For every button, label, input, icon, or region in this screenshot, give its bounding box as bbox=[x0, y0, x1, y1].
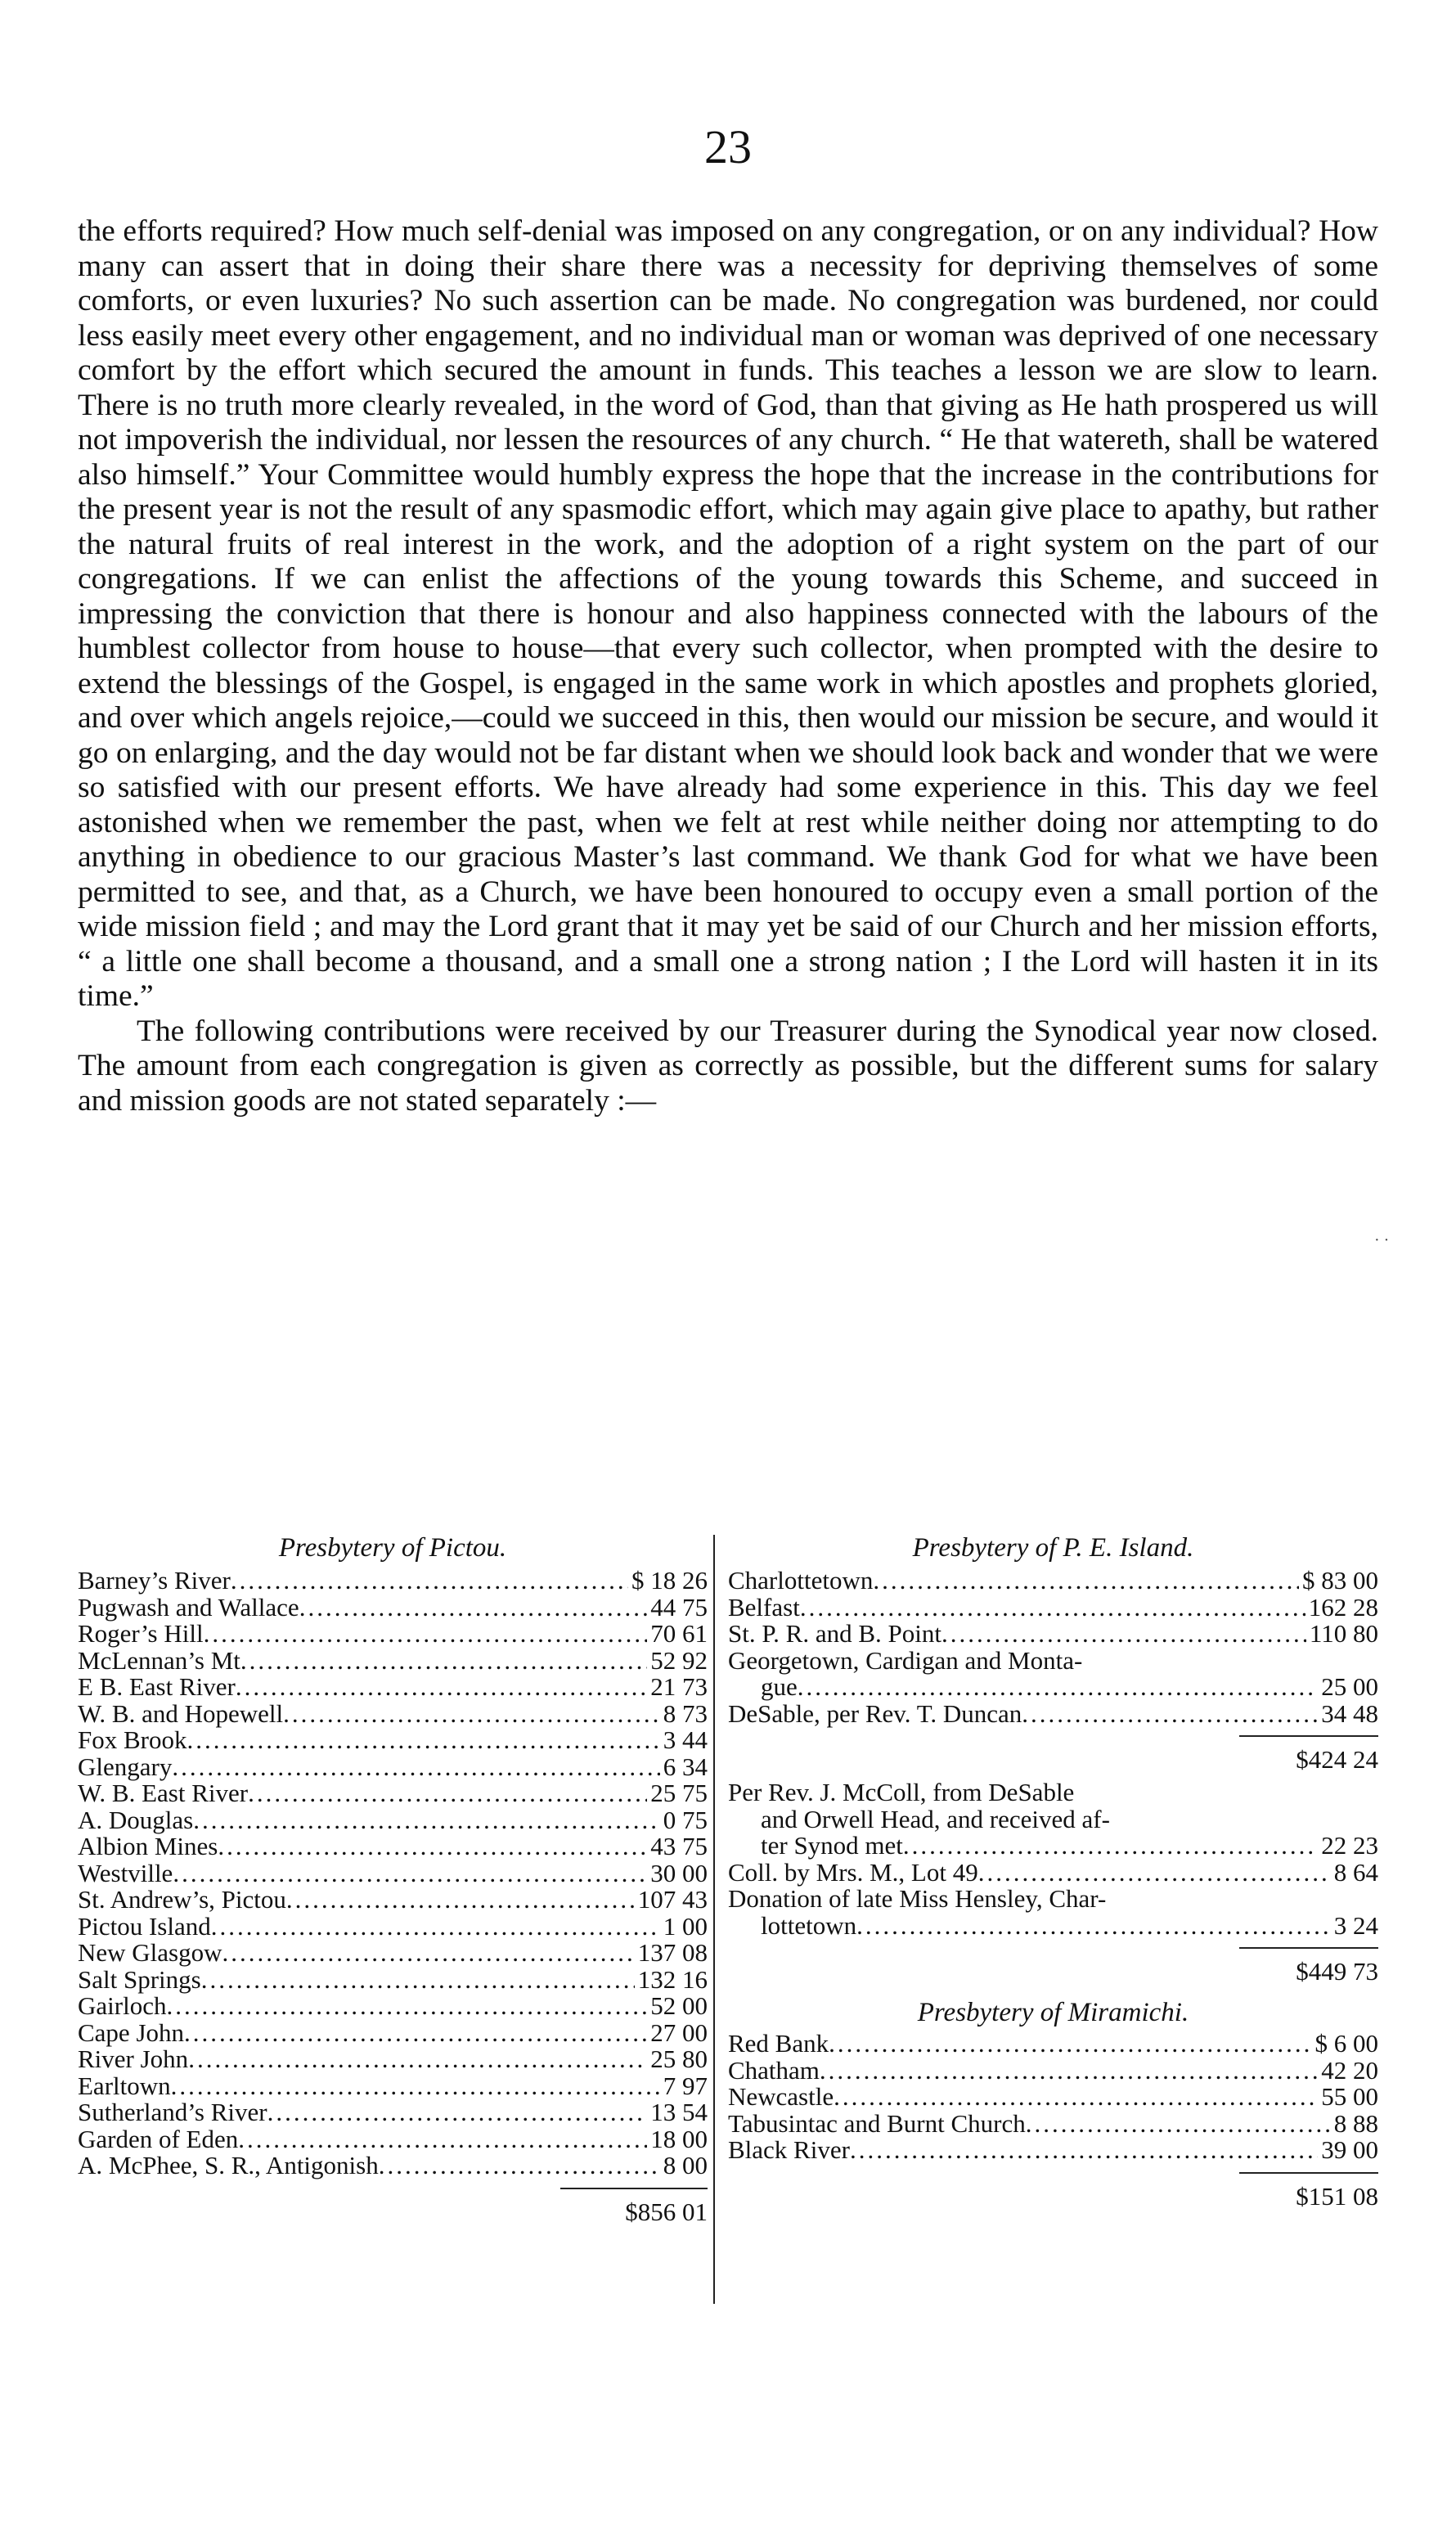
list-item bbox=[78, 2152, 708, 2179]
entry-amount: 52 92 bbox=[650, 1645, 708, 1675]
leader-dots bbox=[188, 2046, 647, 2073]
list-item bbox=[78, 1964, 708, 1994]
entry-amount: 132 16 bbox=[637, 1964, 708, 1994]
leader-dots bbox=[171, 2073, 660, 2100]
entry-name: St. P. R. and B. Point bbox=[728, 1619, 941, 1648]
entry-name: Belfast bbox=[728, 1592, 800, 1622]
entry-name: Coll. by Mrs. M., Lot 49 bbox=[728, 1857, 978, 1887]
pei-subtotal-rule bbox=[1239, 1735, 1378, 1737]
list-item bbox=[78, 1698, 708, 1728]
entry-name: Chatham bbox=[728, 2055, 820, 2085]
leader-dots bbox=[201, 1967, 635, 1994]
list-item bbox=[78, 1754, 708, 1781]
pei-column bbox=[728, 1528, 1378, 2211]
entry-name: Gairloch bbox=[78, 1991, 167, 2020]
entry-amount: $ 6 00 bbox=[1314, 2029, 1378, 2058]
entry-amount: 110 80 bbox=[1309, 1619, 1378, 1648]
paragraph-1: the efforts required? How much self-denial was imposed on any congregation, or on any individual? How many can assert that in doing their share there was a necessity for depriving themselves of some comforts, or even luxuries? No such assertion can be made. No congregation was burdened, nor could less easily meet every other engagement, and no individual man or woman was deprived of one necessary comfort by the effort which secured the amount in funds. This teaches a lesson we are slow to learn. There is no truth more clearly revealed, in the word of God, than that giving as He hath prospered us will not impoverish the individual, nor lessen the resources of any church. “ He that watereth, shall be watered also himself.” Your Committee would humbly express the hope that the increase in the contributions for the present year is not the result of any spasmodic effort, which may again give place to apathy, but rather the natural fruits of real interest in the work, and the adoption of a right system on the part of our congregations. If we can enlist the affections of the young towards this Scheme, and succeed in impressing the conviction that there is honour and also happiness connected with the labours of the humblest collector from house to house—that every such collector, when prompted with the desire to extend the blessings of the Gospel, is engaged in the same work in which apostles and prophets gloried, and over which angels rejoice,—could we succeed in this, then would our mission be secure, and would it go on enlarging, and the day would not be far distant when we should look back and wonder that we were so satisfied with our present efforts. We have already had some experience in this. This day we feel astonished when we remember the past, when we felt at rest while neither doing nor attempting to do anything in obedience to our gracious Master’s last command. We thank God for what we have been permitted to see, and that, as a Church, we have been honoured to occupy even a small portion of the wide mission field ; and may the Lord grant that it may yet be said of our Church and her mission efforts, “ a little one shall become a thousand, and a small one a strong nation ; I the Lord will hasten it in its time.” bbox=[78, 214, 1378, 1013]
entry-amount: 52 00 bbox=[650, 1991, 708, 2020]
leader-dots bbox=[172, 1754, 659, 1781]
list-item bbox=[78, 1860, 708, 1887]
leader-dots bbox=[829, 2031, 1311, 2058]
list-item bbox=[728, 1568, 1378, 1595]
list-item bbox=[78, 1674, 708, 1701]
entry-name: Sutherland’s River bbox=[78, 2098, 267, 2126]
entry-amount: 1 00 bbox=[663, 1911, 708, 1941]
leader-dots bbox=[231, 1568, 628, 1595]
entry-amount: 25 00 bbox=[1321, 1672, 1378, 1701]
multiline-entry bbox=[728, 1645, 1378, 1701]
list-item bbox=[78, 1940, 708, 1967]
entry-name: ter Synod met bbox=[761, 1831, 903, 1860]
leader-dots bbox=[193, 1807, 660, 1834]
entry-amount: 6 34 bbox=[663, 1752, 708, 1781]
leader-dots bbox=[834, 2084, 1318, 2111]
entry-name: Per Rev. J. McColl, from DeSable bbox=[728, 1778, 1075, 1806]
list-item bbox=[78, 1568, 708, 1595]
entry-name: River John bbox=[78, 2044, 189, 2073]
entry-name: W. B. and Hopewell bbox=[78, 1698, 284, 1728]
entry-name: gue bbox=[761, 1672, 798, 1701]
entry-name: Earltown bbox=[78, 2071, 171, 2100]
entry-name: W. B. East River bbox=[78, 1779, 249, 1807]
list-item bbox=[728, 2084, 1378, 2111]
entry-last-line bbox=[728, 1910, 1378, 1940]
entry-name: Garden of Eden bbox=[78, 2124, 239, 2153]
list-item bbox=[728, 1621, 1378, 1648]
contributions-table bbox=[78, 1528, 1378, 2314]
entry-amount: 27 00 bbox=[650, 2017, 708, 2047]
pei-heading: Presbytery of P. E. Island. bbox=[912, 1533, 1194, 1563]
entry-amount: 55 00 bbox=[1321, 2082, 1378, 2111]
entry-name: Tabusintac and Burnt Church bbox=[728, 2108, 1026, 2138]
miramichi-list bbox=[728, 2031, 1378, 2164]
leader-dots bbox=[248, 1780, 647, 1807]
pei-total: $449 73 bbox=[1296, 1957, 1378, 1986]
leader-dots bbox=[800, 1595, 1305, 1622]
pei-total-rule bbox=[1239, 1947, 1378, 1949]
leader-dots bbox=[850, 2137, 1318, 2164]
leader-dots bbox=[204, 1621, 648, 1648]
list-item bbox=[728, 1857, 1378, 1887]
entry-name: Pugwash and Wallace bbox=[78, 1592, 299, 1622]
multiline-entry bbox=[728, 1886, 1378, 1939]
entry-amount: 8 88 bbox=[1333, 2108, 1378, 2138]
entry-name: Black River bbox=[728, 2135, 850, 2164]
entry-amount: 22 23 bbox=[1321, 1831, 1378, 1860]
pictou-total: $856 01 bbox=[625, 2197, 708, 2226]
pictou-column bbox=[78, 1528, 708, 2227]
leader-dots bbox=[1026, 2111, 1331, 2138]
entry-name: E B. East River bbox=[78, 1672, 236, 1701]
list-item bbox=[728, 2108, 1378, 2138]
leader-dots bbox=[222, 1940, 635, 1967]
leader-dots bbox=[187, 1727, 660, 1754]
body-text bbox=[78, 214, 1378, 1118]
leader-dots bbox=[236, 1674, 647, 1701]
entry-amount: 3 44 bbox=[663, 1725, 708, 1754]
leader-dots bbox=[211, 1914, 660, 1941]
entry-name: Westville bbox=[78, 1858, 173, 1887]
entry-name: Donation of late Miss Hensley, Char- bbox=[728, 1884, 1107, 1913]
leader-dots bbox=[299, 1595, 648, 1622]
entry-name: Roger’s Hill bbox=[78, 1619, 204, 1648]
leader-dots bbox=[873, 1568, 1299, 1595]
list-item bbox=[728, 2055, 1378, 2085]
list-item bbox=[78, 1727, 708, 1754]
entry-last-line bbox=[728, 1674, 1378, 1701]
list-item bbox=[78, 2099, 708, 2126]
list-item bbox=[78, 1592, 708, 1622]
entry-name: Salt Springs bbox=[78, 1964, 201, 1994]
list-item bbox=[78, 2073, 708, 2100]
entry-amount: 18 00 bbox=[650, 2124, 708, 2153]
entry-name: Charlottetown bbox=[728, 1566, 874, 1595]
page-number: 23 bbox=[704, 120, 752, 173]
leader-dots bbox=[978, 1860, 1331, 1887]
entry-name: Newcastle bbox=[728, 2082, 834, 2111]
entry-name: New Glasgow bbox=[78, 1938, 222, 1967]
entry-name: McLennan’s Mt bbox=[78, 1645, 240, 1675]
list-item bbox=[78, 2017, 708, 2047]
entry-name: Georgetown, Cardigan and Monta- bbox=[728, 1645, 1083, 1675]
entry-amount: 25 80 bbox=[650, 2044, 708, 2073]
entry-amount: $ 83 00 bbox=[1302, 1566, 1378, 1595]
list-item bbox=[78, 2046, 708, 2073]
paragraph-2: The following contributions were received by our Treasurer during the Synodical year now closed. The amount from each congregation is given as correctly as possible, but the different sums for salary and mission goods are not stated separately :— bbox=[78, 1014, 1378, 1118]
entry-name: A. Douglas bbox=[78, 1805, 194, 1834]
entry-amount: 44 75 bbox=[650, 1592, 708, 1622]
leader-dots bbox=[173, 1860, 647, 1887]
entry-amount: 137 08 bbox=[637, 1938, 708, 1967]
entry-name: A. McPhee, S. R., Antigonish bbox=[78, 2151, 379, 2179]
entry-last-line bbox=[728, 1833, 1378, 1860]
entry-name: Fox Brook bbox=[78, 1725, 187, 1754]
pictou-total-rule bbox=[560, 2188, 708, 2189]
leader-dots bbox=[218, 1833, 647, 1860]
list-item bbox=[78, 1645, 708, 1675]
list-item bbox=[78, 1993, 708, 2020]
entry-amount: 42 20 bbox=[1321, 2055, 1378, 2085]
entry-name: Cape John bbox=[78, 2017, 185, 2047]
entry-amount: 8 73 bbox=[663, 1698, 708, 1728]
list-item bbox=[78, 1621, 708, 1648]
leader-dots bbox=[798, 1674, 1318, 1701]
entry-name: St. Andrew’s, Pictou bbox=[78, 1885, 286, 1914]
pictou-list bbox=[78, 1568, 708, 2179]
entry-amount: 21 73 bbox=[650, 1672, 708, 1701]
entry-name: lottetown bbox=[761, 1910, 857, 1940]
entry-amount: 162 28 bbox=[1308, 1592, 1378, 1622]
leader-dots bbox=[240, 1648, 647, 1675]
entry-name: Albion Mines bbox=[78, 1832, 218, 1860]
entry-name: Pictou Island bbox=[78, 1911, 211, 1941]
entry-amount: $ 18 26 bbox=[631, 1566, 708, 1595]
pei-extra-list bbox=[728, 1779, 1378, 1939]
leader-dots bbox=[379, 2152, 660, 2179]
entry-name-line: and Orwell Head, and received af- bbox=[761, 1804, 1110, 1833]
leader-dots bbox=[184, 2020, 647, 2047]
entry-amount: 30 00 bbox=[650, 1858, 708, 1887]
entry-amount: 43 75 bbox=[650, 1832, 708, 1860]
pei-list bbox=[728, 1568, 1378, 1727]
list-item bbox=[78, 1887, 708, 1914]
margin-mark: · · bbox=[1374, 1231, 1390, 1249]
entry-amount: 39 00 bbox=[1321, 2135, 1378, 2164]
list-item bbox=[78, 1833, 708, 1860]
entry-amount: 0 75 bbox=[663, 1805, 708, 1834]
list-item bbox=[78, 1780, 708, 1807]
leader-dots bbox=[903, 1833, 1318, 1860]
leader-dots bbox=[1022, 1701, 1318, 1728]
miramichi-total-rule bbox=[1239, 2172, 1378, 2174]
entry-amount: 3 24 bbox=[1333, 1910, 1378, 1940]
entry-amount: 13 54 bbox=[650, 2098, 708, 2126]
list-item bbox=[78, 1807, 708, 1834]
entry-amount: 107 43 bbox=[637, 1885, 708, 1914]
list-item bbox=[728, 1592, 1378, 1622]
list-item bbox=[728, 2031, 1378, 2058]
pictou-heading: Presbytery of Pictou. bbox=[278, 1533, 507, 1563]
pei-subtotal: $424 24 bbox=[1296, 1745, 1378, 1774]
entry-name: Glengary bbox=[78, 1752, 173, 1781]
leader-dots bbox=[238, 2126, 647, 2153]
miramichi-heading: Presbytery of Miramichi. bbox=[917, 1998, 1189, 2027]
column-divider bbox=[713, 1535, 715, 2304]
multiline-entry bbox=[728, 1779, 1378, 1860]
leader-dots bbox=[941, 1621, 1306, 1648]
list-item bbox=[78, 2126, 708, 2153]
entry-name: Barney’s River bbox=[78, 1566, 231, 1595]
entry-amount: 25 75 bbox=[650, 1779, 708, 1807]
leader-dots bbox=[820, 2058, 1318, 2085]
list-item bbox=[728, 2137, 1378, 2164]
entry-amount: 8 00 bbox=[663, 2151, 708, 2179]
leader-dots bbox=[267, 2099, 648, 2126]
entry-amount: 34 48 bbox=[1321, 1698, 1378, 1728]
entry-name: DeSable, per Rev. T. Duncan bbox=[728, 1698, 1022, 1728]
leader-dots bbox=[286, 1887, 635, 1914]
leader-dots bbox=[856, 1913, 1331, 1940]
entry-name: Red Bank bbox=[728, 2029, 829, 2058]
entry-amount: 8 64 bbox=[1333, 1857, 1378, 1887]
entry-amount: 70 61 bbox=[650, 1619, 708, 1648]
list-item bbox=[728, 1698, 1378, 1728]
leader-dots bbox=[166, 1993, 647, 2020]
entry-amount: 7 97 bbox=[663, 2071, 708, 2100]
miramichi-total: $151 08 bbox=[1296, 2181, 1378, 2211]
leader-dots bbox=[283, 1701, 660, 1728]
list-item bbox=[78, 1911, 708, 1941]
